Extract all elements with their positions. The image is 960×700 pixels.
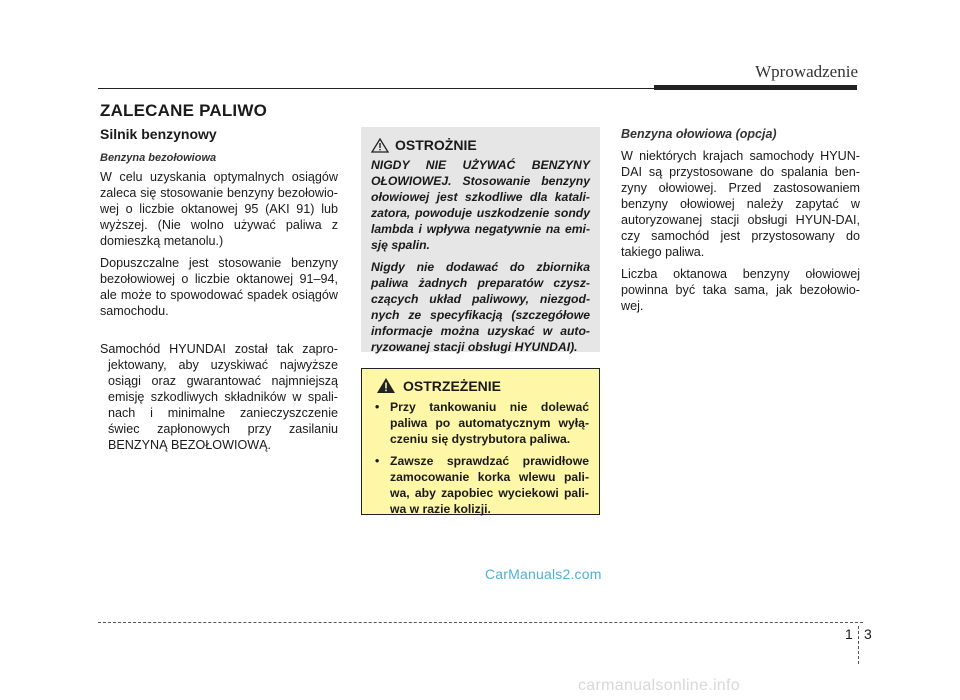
warning-item <box>372 453 589 517</box>
caution-box <box>361 127 600 352</box>
caution-title: OSTROŻNIE <box>395 137 477 153</box>
unleaded-paragraph: W celu uzyskania optymalnych osiągów zaleca się stosowanie benzyny bezołowio-wej o liczbie oktanowej 95 (AKI 91) lub wyższej. (Nie wolno używać paliwa z domieszką metanolu.) <box>100 170 338 248</box>
watermark-link[interactable]: CarManuals2.com <box>485 566 602 582</box>
leaded-subheading: Benzyna ołowiowa (opcja) <box>621 127 777 141</box>
warning-box <box>361 368 600 515</box>
warning-title-row <box>372 377 589 394</box>
octane-paragraph: Dopuszczalne jest stosowanie benzyny bezołowiowej o liczbie oktanowej 91–94, ale może to spowodować spadek osiągów samochodu. <box>100 256 338 318</box>
page-number: 3 <box>864 626 872 642</box>
warning-title: OSTRZEŻENIE <box>403 377 502 394</box>
bullet: • <box>375 400 380 414</box>
warning-item <box>372 399 589 447</box>
warning-item-text: Przy tankowaniu nie dolewać paliwa po automatycznym wyłą-czeniu się dystrybutora paliwa. <box>390 400 589 446</box>
header-title: Wprowadzenie <box>755 62 858 81</box>
header-rule-accent <box>654 85 857 90</box>
leaded-paragraph: W niektórych krajach samochody HYUN-DAI są przystosowane do spalania ben-zyny ołowiowej. Przed zastosowaniem benzyny ołowiowej należy zapytać w autoryzowanej stacji obsługi HYUN-DAI, czy samochód jest przystosowany do takiego paliwa. <box>621 149 860 259</box>
bullet: • <box>375 454 380 468</box>
column-left <box>100 126 338 453</box>
footer-divider <box>98 622 863 623</box>
section-title: ZALECANE PALIWO <box>100 101 268 120</box>
warning-list <box>372 399 589 517</box>
caution-text-additives: Nigdy nie dodawać do zbiornika paliwa żadnych preparatów czysz-czących układ paliwowy, niezgod-nych ze specyfikacją (szczegółowe informacje można uzyskać w auto-ryzowanej stacji obsługi HYUNDAI). <box>371 260 590 354</box>
caution-text-leaded: NIGDY NIE UŻYWAĆ BENZYNY OŁOWIOWEJ. Stosowanie benzyny ołowiowej jest szkodliwe dla katali-zatora, powoduje uszkodzenie sondy lambda i wpływa negatywnie na emi-sję spalin. <box>371 158 590 252</box>
unleaded-subheading: Benzyna bezołowiowa <box>100 152 217 164</box>
warning-item-text: Zawsze sprawdzać prawidłowe zamocowanie korka wlewu pali-wa, aby zapobiec wyciekowi pali-wa w razie kolizji. <box>390 454 589 516</box>
caution-title-row <box>371 137 590 153</box>
engine-heading: Silnik benzynowy <box>100 126 217 142</box>
column-right <box>621 126 860 314</box>
emission-paragraph: Samochód HYUNDAI został tak zapro-jektowany, aby uzyskiwać najwyższe osiągi oraz gwarantować najmniejszą emisję szkodliwych składników w spali-nach i minimalne zanieczyszczenie świec zapłonowych przy zasilaniu BENZYNĄ BEZOŁOWIOWĄ. <box>100 342 338 452</box>
page-number-divider <box>858 626 859 664</box>
leaded-octane-paragraph: Liczba oktanowa benzyny ołowiowej powinna być taka sama, jak bezołowio-wej. <box>621 267 860 313</box>
footer-site-watermark: carmanualsonline.info <box>578 677 740 694</box>
page-chapter: 1 <box>845 626 853 642</box>
caution-triangle-icon <box>371 138 389 153</box>
warning-triangle-icon <box>376 377 396 394</box>
